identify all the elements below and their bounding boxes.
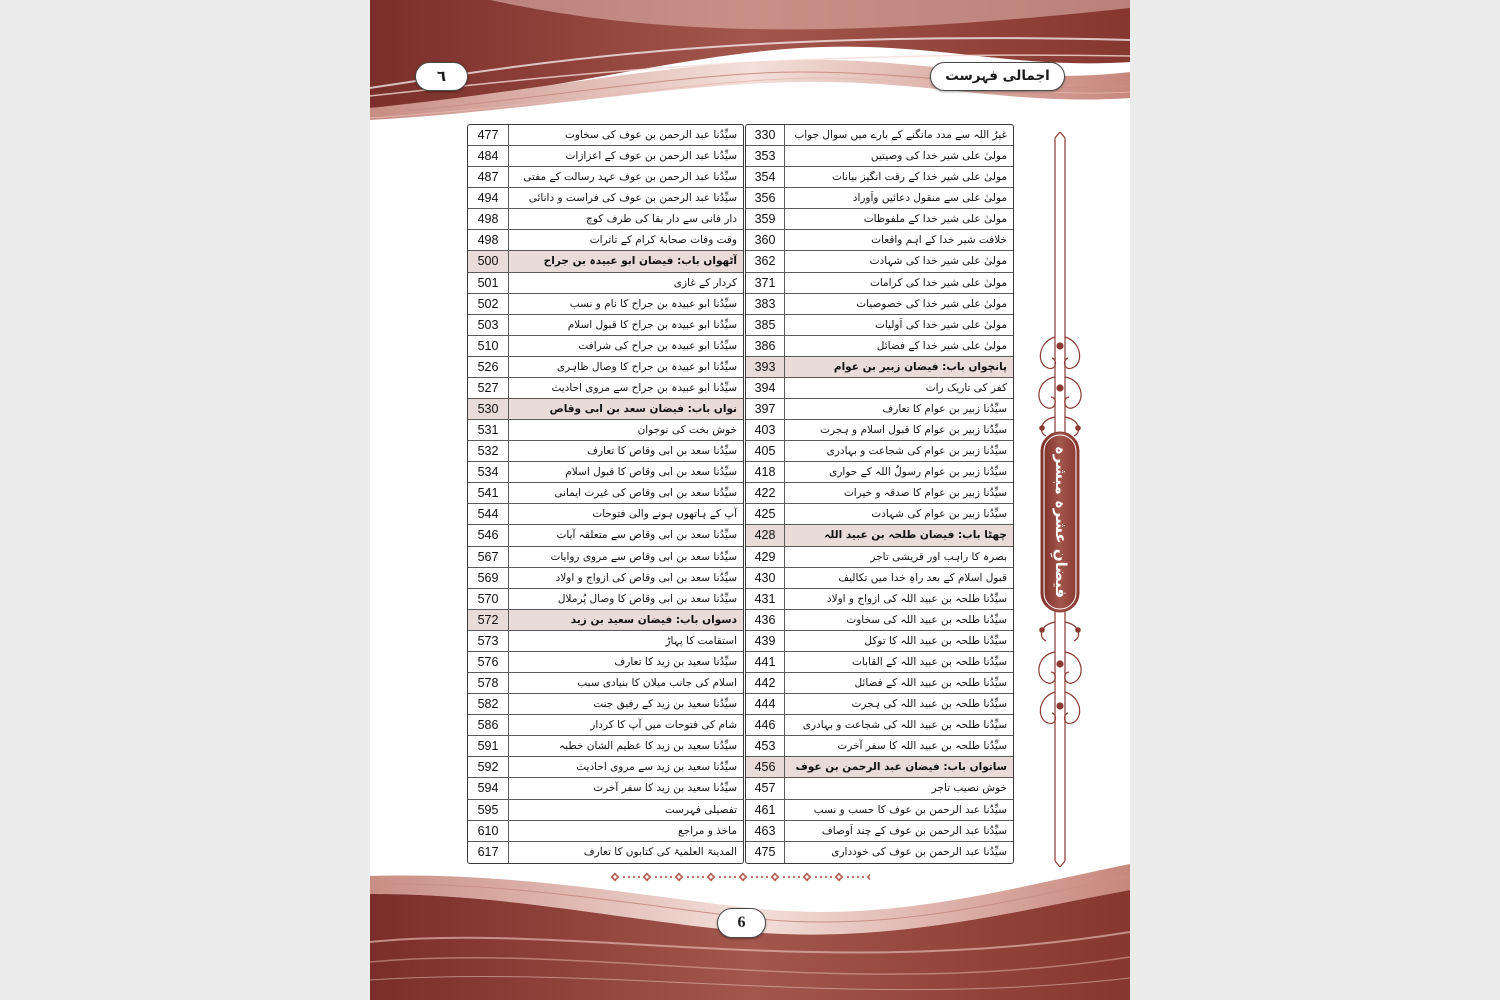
toc-entry-page-number: 397 <box>754 402 776 417</box>
toc-entry-title: سیِّدُنا ابو عبیدہ بن جراح کا قبول اسلام <box>508 315 743 335</box>
toc-entry-page-number: 394 <box>754 380 776 395</box>
toc-row <box>468 315 743 336</box>
toc-entry-title: استقامت کا پہاڑ <box>508 631 743 651</box>
toc-row <box>746 420 1013 441</box>
chapter-heading-row <box>746 525 1013 546</box>
toc-entry-title: سیِّدُنا سعد بن ابی وقاص کی غیرت ایمانی <box>508 483 743 503</box>
toc-row <box>468 146 743 167</box>
toc-row <box>746 441 1013 462</box>
toc-entry-page-number: 359 <box>754 212 776 227</box>
toc-row <box>746 125 1013 146</box>
toc-row <box>746 294 1013 315</box>
toc-entry-page-number: 403 <box>754 423 776 438</box>
toc-entry-page-number: 393 <box>754 359 776 374</box>
toc-entry-title: سیِّدُنا ابو عبیدہ بن جراح سے مروی احادیث <box>508 378 743 398</box>
toc-row <box>468 294 743 315</box>
toc-entry-page-number: 477 <box>477 128 499 142</box>
toc-entry-title: خلافت شیر خدا کے اہم واقعات <box>784 230 1013 250</box>
toc-entry-page-number: 592 <box>477 760 499 775</box>
toc-entry-title: کردار کے غازی <box>508 273 743 293</box>
side-book-title: فیضانِ عشرہ مبشرہ <box>1052 445 1070 599</box>
toc-entry-page-number: 456 <box>754 760 776 775</box>
chapter-title: آٹھواں باب: فیضان ابو عبیدہ بن جراح <box>508 251 743 271</box>
toc-entry-title: سیِّدُنا سعید بن زید کا تعارف <box>508 652 743 672</box>
toc-entry-title: سیِّدُنا زبیر بن عوام کی شہادت <box>784 504 1013 524</box>
toc-entry-page-number: 439 <box>754 633 776 648</box>
toc-row <box>746 821 1013 842</box>
toc-entry-page-number: 526 <box>477 359 499 374</box>
toc-entry-page-number: 461 <box>754 802 776 817</box>
toc-row <box>746 800 1013 821</box>
toc-entry-page-number: 610 <box>477 823 499 838</box>
book-page <box>370 0 1130 1000</box>
toc-row <box>746 146 1013 167</box>
toc-row <box>746 652 1013 673</box>
toc-table-right <box>745 124 1014 864</box>
toc-entry-page-number: 428 <box>754 528 776 543</box>
toc-row <box>746 547 1013 568</box>
toc-entry-title: سیِّدُنا سعید بن زید کے رفیق جنت <box>508 694 743 714</box>
toc-entry-page-number: 487 <box>477 170 499 185</box>
toc-row <box>468 504 743 525</box>
toc-entry-title: سیِّدُنا سعید بن زید کا عظیم الشان خطبہ <box>508 736 743 756</box>
toc-entry-page-number: 503 <box>477 317 499 332</box>
toc-entry-title: اسلام کی جانب میلان کا بنیادی سبب <box>508 673 743 693</box>
toc-entry-title: مولیٰ علی شیر خدا کی خصوصیات <box>784 294 1013 314</box>
toc-entry-page-number: 354 <box>754 170 776 185</box>
toc-row <box>746 399 1013 420</box>
toc-entry-title: سیِّدُنا زبیر بن عوام کا قبول اسلام و ہجرت <box>784 420 1013 440</box>
toc-entry-title: سیِّدُنا عبد الرحمن بن عوف کی سخاوت <box>508 125 743 145</box>
toc-entry-page-number: 405 <box>754 444 776 459</box>
toc-entry-page-number: 532 <box>477 444 499 459</box>
toc-row <box>746 483 1013 504</box>
toc-entry-title: سیِّدُنا عبد الرحمن بن عوف کے چند اَوصاف <box>784 821 1013 841</box>
toc-entry-title: سیِّدُنا طلحہ بن عبید اللہ کے فضائل <box>784 673 1013 693</box>
chapter-title: چھٹا باب: فیضان طلحہ بن عبید اللہ <box>784 525 1013 545</box>
toc-row <box>468 462 743 483</box>
toc-entry-page-number: 586 <box>477 718 499 733</box>
toc-entry-page-number: 582 <box>477 697 499 712</box>
toc-entry-page-number: 330 <box>754 128 776 142</box>
toc-row <box>468 800 743 821</box>
toc-entry-page-number: 422 <box>754 486 776 501</box>
toc-entry-page-number: 530 <box>477 402 499 417</box>
toc-entry-page-number: 572 <box>477 612 499 627</box>
chapter-title: دسواں باب: فیضان سعید بن زید <box>508 610 743 630</box>
toc-row <box>746 610 1013 631</box>
chapter-title: ساتواں باب: فیضان عبد الرحمن بن عوف <box>784 757 1013 777</box>
toc-entry-page-number: 475 <box>754 844 776 859</box>
toc-row <box>468 378 743 399</box>
toc-entry-title: خوش نصیب تاجر <box>784 778 1013 798</box>
toc-entry-page-number: 498 <box>477 212 499 227</box>
toc-entry-title: سیِّدُنا زبیر بن عوام کا تعارف <box>784 399 1013 419</box>
toc-entry-title: تفصیلی فہرست <box>508 800 743 820</box>
toc-entry-page-number: 429 <box>754 549 776 564</box>
toc-entry-title: سیِّدُنا سعد بن ابی وقاص کی ازواج و اولاد <box>508 568 743 588</box>
toc-entry-page-number: 501 <box>477 275 499 290</box>
toc-entry-page-number: 425 <box>754 507 776 522</box>
toc-entry-title: سیِّدُنا سعید بن زید سے مروی احادیث <box>508 757 743 777</box>
toc-entry-page-number: 617 <box>477 844 499 859</box>
toc-entry-title: قبول اسلام کے بعد راہِ خدا میں تکالیف <box>784 568 1013 588</box>
toc-entry-title: دار فانی سے دار بقا کی طرف کوچ <box>508 209 743 229</box>
toc-entry-page-number: 527 <box>477 380 499 395</box>
toc-entry-title: سیِّدُنا طلحہ بن عبید اللہ کے القابات <box>784 652 1013 672</box>
toc-entry-title: سیِّدُنا عبد الرحمن بن عوف کی خودداری <box>784 842 1013 863</box>
toc-row <box>468 357 743 378</box>
toc-entry-page-number: 431 <box>754 591 776 606</box>
toc-row <box>468 273 743 294</box>
upper-flourish <box>1039 337 1081 436</box>
toc-entry-title: سیِّدُنا سعد بن ابی وقاص سے متعلقہ آیات <box>508 525 743 545</box>
toc-row <box>746 736 1013 757</box>
toc-entry-title: سیِّدُنا سعد بن ابی وقاص کا تعارف <box>508 441 743 461</box>
toc-row <box>468 125 743 146</box>
toc-entry-page-number: 531 <box>477 423 499 438</box>
header-page-number: ٦ <box>415 62 468 91</box>
toc-row <box>746 631 1013 652</box>
toc-entry-page-number: 356 <box>754 191 776 206</box>
chapter-heading-row <box>746 757 1013 778</box>
toc-entry-title: مولیٰ علی شیر خدا کی کرامات <box>784 273 1013 293</box>
toc-row <box>746 694 1013 715</box>
chapter-heading-row <box>468 251 743 272</box>
toc-row <box>746 568 1013 589</box>
toc-entry-page-number: 591 <box>477 739 499 754</box>
toc-row <box>746 462 1013 483</box>
toc-row <box>468 652 743 673</box>
toc-entry-title: مولیٰ علی شیر خدا کی شہادت <box>784 251 1013 271</box>
footer-page-number: 6 <box>717 908 766 938</box>
toc-entry-title: سیِّدُنا طلحہ بن عبید اللہ کا توکل <box>784 631 1013 651</box>
toc-row <box>746 673 1013 694</box>
toc-entry-page-number: 444 <box>754 697 776 712</box>
toc-row <box>468 821 743 842</box>
toc-entry-page-number: 569 <box>477 570 499 585</box>
toc-entry-title: سیِّدُنا عبد الرحمن بن عوف کے اعزازات <box>508 146 743 166</box>
toc-row <box>746 315 1013 336</box>
toc-entry-title: شام کی فتوحات میں آپ کا کردار <box>508 715 743 735</box>
chapter-heading-row <box>746 357 1013 378</box>
toc-row <box>746 778 1013 799</box>
toc-entry-title: سیِّدُنا عبد الرحمن بن عوف عہد رسالت کے مفتی <box>508 167 743 187</box>
toc-entry-page-number: 436 <box>754 612 776 627</box>
section-title-pill: اجمالی فہرست <box>930 62 1065 91</box>
toc-row <box>468 547 743 568</box>
toc-row <box>468 188 743 209</box>
toc-entry-page-number: 362 <box>754 254 776 269</box>
toc-row <box>468 694 743 715</box>
toc-entry-page-number: 484 <box>477 149 499 164</box>
toc-entry-page-number: 570 <box>477 591 499 606</box>
toc-entry-page-number: 383 <box>754 296 776 311</box>
toc-row <box>468 420 743 441</box>
toc-entry-title: سیِّدُنا سعد بن ابی وقاص سے مروی روایات <box>508 547 743 567</box>
toc-entry-page-number: 573 <box>477 633 499 648</box>
toc-entry-page-number: 360 <box>754 233 776 248</box>
toc-row <box>468 736 743 757</box>
toc-entry-title: مولیٰ علی شیر خدا کے فضائل <box>784 336 1013 356</box>
toc-entry-page-number: 494 <box>477 191 499 206</box>
toc-row <box>468 631 743 652</box>
toc-entry-title: بصرہ کا راہب اور قریشی تاجر <box>784 547 1013 567</box>
chapter-title: پانچواں باب: فیضان زبیر بن عوام <box>784 357 1013 377</box>
toc-row <box>746 504 1013 525</box>
toc-entry-page-number: 534 <box>477 465 499 480</box>
toc-entry-page-number: 386 <box>754 338 776 353</box>
toc-row <box>746 251 1013 272</box>
toc-entry-page-number: 541 <box>477 486 499 501</box>
toc-entry-page-number: 463 <box>754 823 776 838</box>
toc-row <box>468 483 743 504</box>
toc-entry-title: المدینۃ العلمیۃ کی کتابوں کا تعارف <box>508 842 743 863</box>
toc-entry-page-number: 457 <box>754 781 776 796</box>
toc-entry-page-number: 441 <box>754 654 776 669</box>
toc-row <box>468 167 743 188</box>
toc-entry-title: سیِّدُنا سعید بن زید کا سفر آخرت <box>508 778 743 798</box>
toc-row <box>746 167 1013 188</box>
toc-row <box>468 441 743 462</box>
toc-row <box>746 230 1013 251</box>
toc-entry-title: کفر کی تاریک رات <box>784 378 1013 398</box>
toc-entry-page-number: 498 <box>477 233 499 248</box>
toc-row <box>468 778 743 799</box>
toc-entry-page-number: 546 <box>477 528 499 543</box>
toc-row <box>468 336 743 357</box>
toc-row <box>468 209 743 230</box>
toc-row <box>746 209 1013 230</box>
toc-row <box>468 568 743 589</box>
toc-entry-title: خوش بخت کی نوجوان <box>508 420 743 440</box>
toc-entry-page-number: 594 <box>477 781 499 796</box>
toc-row <box>746 589 1013 610</box>
toc-entry-title: سیِّدُنا سعد بن ابی وقاص کا وصال پُرملال <box>508 589 743 609</box>
toc-entry-title: مولیٰ علی شیر خدا کی وصیتیں <box>784 146 1013 166</box>
toc-entry-title: سیِّدُنا زبیر بن عوام رسولُ اللہ کے حواری <box>784 462 1013 482</box>
toc-entry-page-number: 418 <box>754 465 776 480</box>
toc-table-left <box>467 124 744 864</box>
toc-row <box>468 589 743 610</box>
toc-entry-page-number: 385 <box>754 317 776 332</box>
toc-row <box>746 715 1013 736</box>
toc-entry-title: سیِّدُنا زبیر بن عوام کی شجاعت و بہادری <box>784 441 1013 461</box>
toc-entry-title: سیِّدُنا عبد الرحمن بن عوف کا حسب و نسب <box>784 800 1013 820</box>
toc-entry-title: سیِّدُنا عبد الرحمن بن عوف کی فراست و دانائی <box>508 188 743 208</box>
toc-entry-page-number: 371 <box>754 275 776 290</box>
toc-entry-page-number: 576 <box>477 654 499 669</box>
chapter-heading-row <box>468 610 743 631</box>
toc-entry-title: سیِّدُنا طلحہ بن عبید اللہ کا سفر آخرت <box>784 736 1013 756</box>
toc-row <box>746 273 1013 294</box>
toc-entry-title: مولیٰ علی شیر خدا کے ملفوظات <box>784 209 1013 229</box>
toc-entry-title: سیِّدُنا زبیر بن عوام کا صدقہ و خیرات <box>784 483 1013 503</box>
toc-entry-page-number: 578 <box>477 676 499 691</box>
toc-entry-title: سیِّدُنا ابو عبیدہ بن جراح کا وصال ظاہری <box>508 357 743 377</box>
toc-entry-title: مولیٰ علی سے منقول دعائیں واَوراد <box>784 188 1013 208</box>
toc-entry-page-number: 567 <box>477 549 499 564</box>
toc-entry-page-number: 500 <box>477 254 499 269</box>
toc-entry-page-number: 430 <box>754 570 776 585</box>
toc-entry-title: ماخذ و مراجع <box>508 821 743 841</box>
toc-row <box>746 336 1013 357</box>
toc-entry-page-number: 453 <box>754 739 776 754</box>
toc-entry-title: وقت وفات صحابۂ کرام کے تاثرات <box>508 230 743 250</box>
chapter-title: نواں باب: فیضان سعد بن ابی وقاص <box>508 399 743 419</box>
toc-entry-page-number: 446 <box>754 718 776 733</box>
toc-entry-title: سیِّدُنا ابو عبیدہ بن جراح کی شرافت <box>508 336 743 356</box>
toc-entry-title: سیِّدُنا طلحہ بن عبید اللہ کی ہجرت <box>784 694 1013 714</box>
toc-entry-title: مولیٰ علی شیر خدا کی اَولیات <box>784 315 1013 335</box>
toc-row <box>468 525 743 546</box>
toc-entry-title: غیرُ اللہ سے مدد مانگنے کے بارے میں سوال جواب <box>784 125 1013 145</box>
chapter-heading-row <box>468 399 743 420</box>
toc-entry-page-number: 353 <box>754 149 776 164</box>
toc-entry-page-number: 502 <box>477 296 499 311</box>
toc-entry-title: سیِّدُنا سعد بن ابی وقاص کا قبول اسلام <box>508 462 743 482</box>
toc-entry-title: سیِّدُنا طلحہ بن عبید اللہ کی ازواج و اولاد <box>784 589 1013 609</box>
toc-entry-title: آپ کے ہاتھوں ہونے والی فتوحات <box>508 504 743 524</box>
toc-entry-page-number: 510 <box>477 338 499 353</box>
toc-row <box>468 757 743 778</box>
toc-row <box>468 715 743 736</box>
toc-row <box>468 673 743 694</box>
toc-entry-title: سیِّدُنا ابو عبیدہ بن جراح کا نام و نسب <box>508 294 743 314</box>
toc-row <box>468 230 743 251</box>
toc-entry-page-number: 442 <box>754 676 776 691</box>
toc-entry-title: سیِّدُنا طلحہ بن عبید اللہ کی شجاعت و بہادری <box>784 715 1013 735</box>
toc-entry-page-number: 595 <box>477 802 499 817</box>
toc-row <box>746 188 1013 209</box>
toc-entry-title: مولیٰ علی شیر خدا کے رقت انگیز بیانات <box>784 167 1013 187</box>
toc-entry-title: سیِّدُنا طلحہ بن عبید اللہ کی سخاوت <box>784 610 1013 630</box>
toc-entry-page-number: 544 <box>477 507 499 522</box>
toc-row <box>746 378 1013 399</box>
lower-flourish <box>1039 622 1081 724</box>
